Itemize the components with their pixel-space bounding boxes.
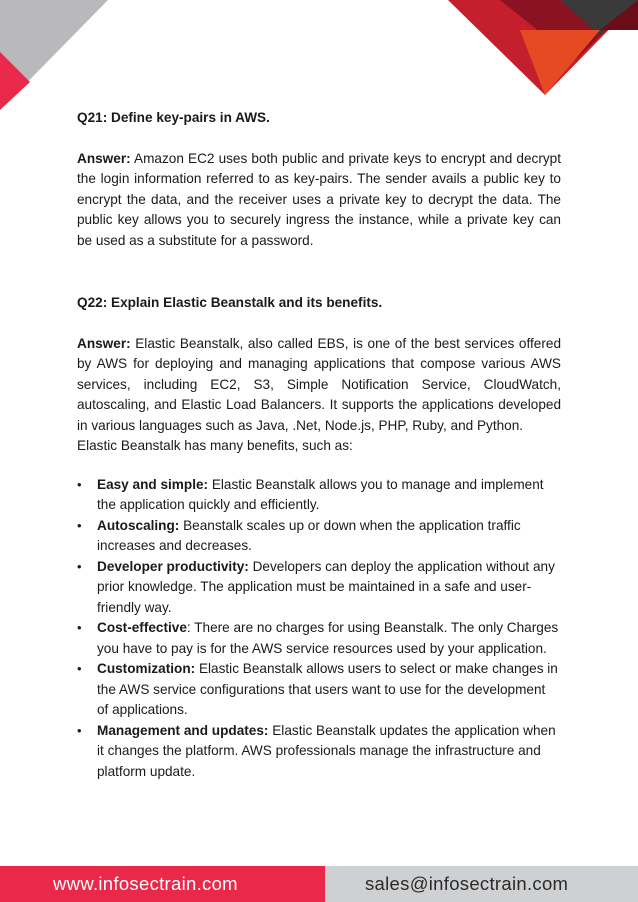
question-22: Q22: Explain Elastic Beanstalk and its benefits. xyxy=(77,295,383,310)
benefit-term: Autoscaling: xyxy=(97,517,180,533)
list-item xyxy=(77,516,559,557)
benefit-text: : There are no charges for using Beanstalk. The only Charges you have to pay is for the AWS service resources used by your application. xyxy=(97,620,559,656)
benefit-term: Developer productivity: xyxy=(97,558,249,574)
benefit-text: Elastic Beanstalk updates the application when it changes the platform. AWS professionals manage the infrastructure and platform update. xyxy=(97,722,556,779)
benefits-intro: Elastic Beanstalk has many benefits, such as: xyxy=(77,438,353,453)
list-item xyxy=(77,659,559,721)
list-item xyxy=(77,557,559,619)
answer-label: Answer: xyxy=(77,335,131,351)
answer-22 xyxy=(77,334,561,437)
benefit-term: Easy and simple: xyxy=(97,476,209,492)
website-link[interactable]: www.infosectrain.com xyxy=(0,866,325,902)
answer-21 xyxy=(77,149,561,252)
benefit-text: Elastic Beanstalk allows users to select or make changes in the AWS service configurations that users want to use for the development of applications. xyxy=(97,661,558,717)
benefit-term: Cost-effective xyxy=(97,620,187,635)
benefit-text: Beanstalk scales up or down when the application traffic increases and decreases. xyxy=(97,517,521,553)
benefit-term: Management and updates: xyxy=(97,722,269,738)
email-link[interactable]: sales@infosectrain.com xyxy=(325,866,638,902)
footer xyxy=(0,866,638,902)
benefit-text: Developers can deploy the application without any prior knowledge. The application must be maintained in a safe and user-friendly way. xyxy=(97,558,555,615)
benefit-term: Customization: xyxy=(97,661,196,676)
list-item xyxy=(77,475,559,516)
benefit-text: Elastic Beanstalk allows you to manage and implement the application quickly and efficiently. xyxy=(97,476,544,512)
header-decoration xyxy=(0,0,638,120)
answer-text: Elastic Beanstalk, also called EBS, is one of the best services offered by AWS for deploying and managing applications that compose various AWS services, including EC2, S3, Simple Notification Service, CloudWatch, autoscaling, and Elastic Load Balancers. It supports the applications developed in various languages such as Java, .Net, Node.js, PHP, Ruby, and Python. xyxy=(77,335,561,433)
benefits-list xyxy=(77,475,561,783)
answer-label: Answer: xyxy=(77,150,131,166)
list-item xyxy=(77,618,559,659)
answer-text: Amazon EC2 uses both public and private keys to encrypt and decrypt the login information referred to as key-pairs. The sender avails a public key to encrypt the data, and the receiver uses a private key to decrypt the data. The public key allows you to securely ingress the instance, while a private key can be used as a substitute for a password. xyxy=(77,150,561,248)
document-body xyxy=(77,108,561,782)
question-21: Q21: Define key-pairs in AWS. xyxy=(77,110,270,125)
list-item xyxy=(77,721,559,783)
